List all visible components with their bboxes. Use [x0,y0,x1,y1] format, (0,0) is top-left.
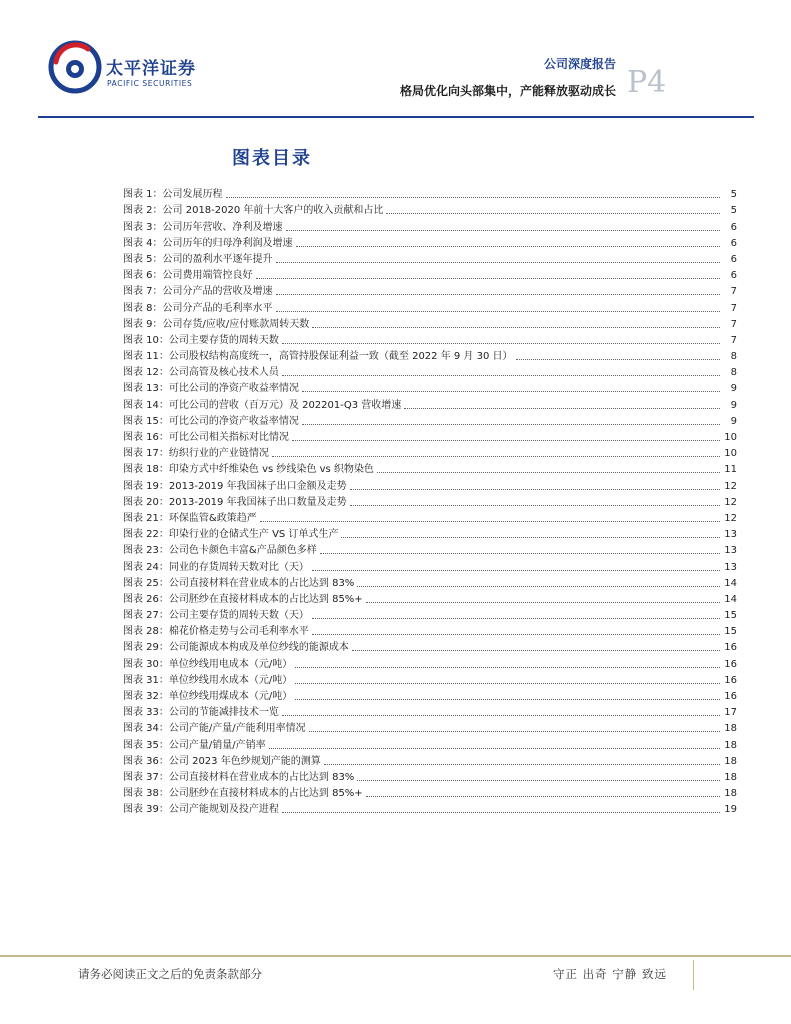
toc-leader-dots [357,586,720,587]
toc-entry-label[interactable]: 图表 39：公司产能规划及投产进程 [123,804,279,816]
toc-leader-dots [312,618,720,619]
toc-entry-label[interactable]: 图表 21：环保监管&政策趋严 [123,512,257,524]
toc-entry-label[interactable]: 图表 23：公司色卡颜色丰富&产品颜色多样 [123,545,317,557]
toc-entry[interactable] [123,768,737,784]
toc-leader-dots [282,375,720,376]
toc-entry-page[interactable]: 14 [724,577,737,589]
toc-leader-dots [302,424,720,425]
toc-entry-page[interactable]: 18 [724,723,737,735]
toc-leader-dots [256,278,720,279]
toc-entry[interactable] [123,703,737,719]
toc-entry[interactable] [123,735,737,751]
toc-entry-page[interactable]: 10 [724,448,737,460]
toc-entry[interactable] [123,298,737,314]
toc-entry-label[interactable]: 图表 16：可比公司相关指标对比情况 [123,432,289,443]
toc-entry[interactable] [123,606,737,622]
pacific-securities-logo-icon [48,40,102,94]
toc-entry-label[interactable]: 图表 34：公司产能/产量/产能利用率情况 [123,723,306,735]
toc-entry-page[interactable]: 12 [724,480,737,492]
toc-entry-page[interactable]: 8 [730,367,737,379]
toc-leader-dots [295,667,720,668]
toc-leader-dots [366,602,720,603]
toc-leader-dots [286,230,720,231]
footer-corner-block [693,960,791,990]
toc-title: 图表目录 [232,148,312,169]
toc-leader-dots [341,537,720,538]
company-logo [48,40,208,94]
toc-entry-page[interactable]: 12 [724,496,737,508]
toc-leader-dots [260,521,720,522]
toc-entry-page[interactable]: 18 [724,771,737,783]
toc-entry[interactable] [123,509,737,525]
toc-entry-label[interactable]: 图表 24：同业的存货周转天数对比（天） [123,561,309,573]
toc-entry[interactable] [123,444,737,460]
toc-entry-label[interactable]: 图表 17：纺织行业的产业链情况 [123,448,269,460]
toc-entry-page[interactable]: 7 [730,302,737,314]
toc-entry[interactable] [123,185,737,201]
toc-entry[interactable] [123,800,737,816]
toc-leader-dots [302,391,720,392]
toc-entry[interactable] [123,525,737,541]
toc-entry[interactable] [123,201,737,217]
toc-entry-page[interactable]: 7 [730,318,737,330]
toc-entry-page[interactable]: 11 [724,464,737,476]
toc-entry[interactable] [123,622,737,638]
toc-entry-page[interactable]: 8 [730,351,737,363]
toc-entry-page[interactable]: 9 [730,399,737,411]
toc-entry-label[interactable]: 图表 31：单位纱线用水成本（元/吨） [123,674,293,686]
toc-entry-page[interactable]: 5 [730,205,737,217]
toc-entry[interactable] [123,493,737,509]
footer-divider [0,955,791,957]
toc-entry-label[interactable]: 图表 1：公司发展历程 [123,189,223,201]
toc-leader-dots [312,634,720,635]
toc-leader-dots [295,683,720,684]
toc-leader-dots [324,764,720,765]
toc-entry-label[interactable]: 图表 37：公司直接材料在营业成本的占比达到 83% [123,771,355,783]
toc-leader-dots [295,699,720,700]
toc-entry[interactable] [123,347,737,363]
toc-entry[interactable] [123,719,737,735]
toc-entry-page[interactable]: 7 [730,334,737,346]
toc-entry-label[interactable]: 图表 38：公司胚纱在直接材料成本的占比达到 85%+ [123,788,363,800]
toc-leader-dots [404,408,720,409]
toc-entry-label[interactable]: 图表 8：公司分产品的毛利率水平 [123,302,273,314]
toc-leader-dots [282,812,720,813]
toc-entry[interactable] [123,331,737,347]
toc-entry-label[interactable]: 图表 3：公司历年营收、净利及增速 [123,221,283,233]
toc-entry[interactable] [123,412,737,428]
logo-name-en: PACIFIC SECURITIES [107,79,193,88]
toc-entry-page[interactable]: 17 [724,707,737,719]
toc-entry-label[interactable]: 图表 20：2013-2019 年我国袜子出口数量及走势 [123,496,347,508]
toc-entry[interactable] [123,557,737,573]
toc-entry-label[interactable]: 图表 7：公司分产品的营收及增速 [123,286,273,298]
toc-entry-label[interactable]: 图表 5：公司的盈利水平逐年提升 [123,253,273,265]
toc-entry-label[interactable]: 图表 36：公司 2023 年色纱规划产能的测算 [123,755,321,767]
toc-entry-page[interactable]: 6 [730,253,737,265]
toc-leader-dots [292,440,720,441]
toc-entry[interactable] [123,752,737,768]
toc-leader-dots [276,294,720,295]
toc-entry[interactable] [123,266,737,282]
toc-entry[interactable] [123,460,737,476]
toc-entry[interactable] [123,428,737,444]
toc-entry-label[interactable]: 图表 15：可比公司的净资产收益率情况 [123,415,299,427]
toc-entry-page[interactable]: 18 [724,739,737,751]
footer-motto: 守正 出奇 宁静 致远 [553,967,667,981]
toc-entry-label[interactable]: 图表 12：公司高管及核心技术人员 [123,367,279,379]
toc-entry-page[interactable]: 13 [724,561,737,573]
toc-entry[interactable] [123,363,737,379]
toc-entry-page[interactable]: 14 [724,593,737,605]
toc-entry-label[interactable]: 图表 28：棉花价格走势与公司毛利率水平 [123,626,309,638]
toc-leader-dots [377,472,720,473]
toc-leader-dots [226,197,720,198]
toc-entry-page[interactable]: 6 [730,270,737,282]
toc-entry-label[interactable]: 图表 26：公司胚纱在直接材料成本的占比达到 85%+ [123,593,363,605]
toc-leader-dots [312,327,720,328]
toc-entry-label[interactable]: 图表 9：公司存货/应收/应付账款周转天数 [123,318,310,330]
toc-entry-label[interactable]: 图表 2：公司 2018-2020 年前十大客户的收入贡献和占比 [123,205,384,217]
toc-leader-dots [312,570,720,571]
toc-leader-dots [276,311,720,312]
toc-entry[interactable] [123,234,737,250]
toc-entry[interactable] [123,687,737,703]
toc-entry-page[interactable]: 16 [724,674,737,686]
toc-entry-label[interactable]: 图表 4：公司历年的归母净利润及增速 [123,237,293,249]
toc-entry-page[interactable]: 19 [724,804,737,816]
toc-entry-page[interactable]: 12 [724,512,737,524]
toc-entry[interactable] [123,476,737,492]
toc-entry[interactable] [123,217,737,233]
header-divider [38,116,754,118]
toc-entry-label[interactable]: 图表 30：单位纱线用电成本（元/吨） [123,658,293,670]
toc-entry-label[interactable]: 图表 6：公司费用端管控良好 [123,270,253,282]
toc-leader-dots [516,359,720,360]
toc-entry[interactable] [123,315,737,331]
page-number-label: P4 [627,65,667,100]
toc-entry-page[interactable]: 9 [730,415,737,427]
toc-entry-label[interactable]: 图表 19：2013-2019 年我国袜子出口金额及走势 [123,480,347,492]
toc-leader-dots [386,213,720,214]
toc-entry[interactable] [123,638,737,654]
toc-entry[interactable] [123,654,737,670]
toc-entry-label[interactable]: 图表 25：公司直接材料在营业成本的占比达到 83% [123,577,355,589]
toc-entry-label[interactable]: 图表 13：可比公司的净资产收益率情况 [123,383,299,395]
toc-entry-page[interactable]: 18 [724,755,737,767]
toc-leader-dots [350,489,720,490]
toc-leader-dots [282,715,720,716]
toc-entry-page[interactable]: 13 [724,529,737,541]
toc-entry-label[interactable]: 图表 35：公司产量/销量/产销率 [123,739,266,751]
toc-entry[interactable] [123,250,737,266]
toc-leader-dots [296,246,720,247]
toc-entry[interactable] [123,541,737,557]
toc-list [123,185,737,816]
toc-leader-dots [282,343,720,344]
toc-entry[interactable] [123,379,737,395]
toc-entry-page[interactable]: 18 [724,788,737,800]
toc-leader-dots [366,796,720,797]
toc-entry-label[interactable]: 图表 10：公司主要存货的周转天数 [123,334,279,346]
toc-entry-label[interactable]: 图表 11：公司股权结构高度统一，高管持股保证利益一致（截至 2022 年 9 月 30 日） [123,351,513,363]
toc-entry-page[interactable]: 6 [730,237,737,249]
toc-entry[interactable] [123,590,737,606]
toc-entry-page[interactable]: 5 [730,189,737,201]
toc-entry[interactable] [123,784,737,800]
toc-entry[interactable] [123,395,737,411]
toc-entry-label[interactable]: 图表 29：公司能源成本构成及单位纱线的能源成本 [123,642,349,654]
toc-entry-page[interactable]: 13 [724,545,737,557]
toc-entry-page[interactable]: 9 [730,383,737,395]
footer-disclaimer: 请务必阅读正文之后的免责条款部分 [78,967,262,981]
toc-entry[interactable] [123,282,737,298]
toc-entry-page[interactable]: 16 [724,691,737,702]
toc-leader-dots [276,262,720,263]
report-subtitle: 格局优化向头部集中，产能释放驱动成长 [399,84,616,98]
toc-entry-page[interactable]: 6 [730,221,737,233]
toc-leader-dots [357,780,720,781]
toc-leader-dots [309,731,720,732]
toc-entry-label[interactable]: 图表 33：公司的节能减排技术一览 [123,707,279,719]
toc-entry-page[interactable]: 16 [724,658,737,670]
toc-entry-label[interactable]: 图表 14：可比公司的营收（百万元）及 202201-Q3 营收增速 [123,399,402,411]
logo-name-cn: 太平洋证券 [106,59,196,79]
toc-leader-dots [350,505,720,506]
toc-entry-label[interactable]: 图表 22：印染行业的仓储式生产 VS 订单式生产 [123,529,339,541]
toc-entry-page[interactable]: 10 [724,432,737,443]
toc-leader-dots [269,748,720,749]
toc-entry-label[interactable]: 图表 18：印染方式中纤维染色 vs 纱线染色 vs 织物染色 [123,464,374,476]
toc-entry-page[interactable]: 7 [730,286,737,298]
toc-entry-page[interactable]: 16 [724,642,737,654]
toc-leader-dots [320,553,720,554]
toc-entry-page[interactable]: 15 [724,626,737,638]
toc-leader-dots [352,650,720,651]
toc-leader-dots [272,456,720,457]
toc-entry-label[interactable]: 图表 27：公司主要存货的周转天数（天） [123,610,309,622]
toc-entry[interactable] [123,671,737,687]
report-type: 公司深度报告 [543,57,616,71]
toc-entry-label[interactable]: 图表 32：单位纱线用煤成本（元/吨） [123,691,293,702]
toc-entry-page[interactable]: 15 [724,610,737,622]
toc-entry[interactable] [123,574,737,590]
